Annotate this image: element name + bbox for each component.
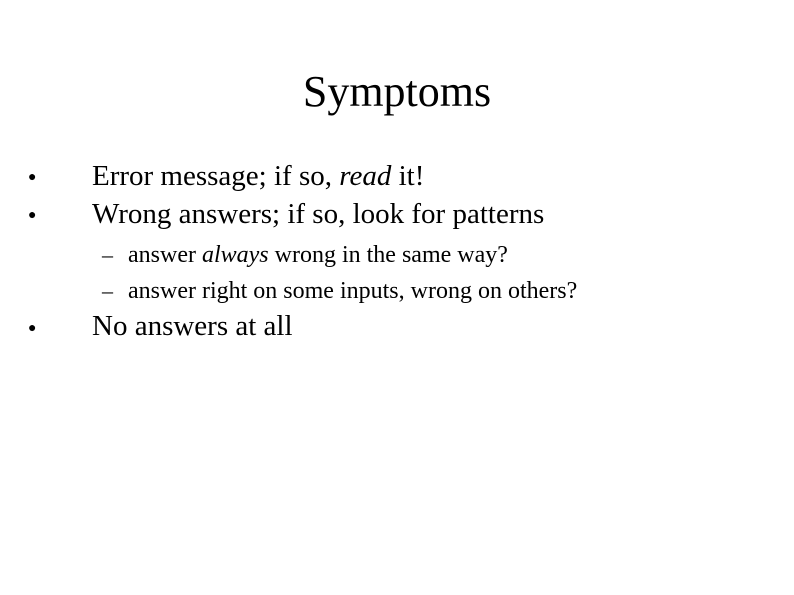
text-segment: No answers at all bbox=[92, 310, 293, 342]
text-segment-italic: read bbox=[339, 160, 392, 192]
text-segment: Error message; if so, bbox=[92, 160, 340, 192]
dash-icon: – bbox=[102, 278, 113, 303]
text-segment: answer bbox=[128, 242, 202, 268]
text-segment: it! bbox=[391, 160, 425, 192]
bullet-text bbox=[92, 308, 293, 344]
sub-bullet-text bbox=[128, 276, 577, 306]
bullet-text bbox=[92, 158, 424, 194]
text-segment-italic: always bbox=[201, 242, 269, 268]
text-segment: wrong in the same way? bbox=[268, 242, 508, 268]
slide-title: Symptoms bbox=[302, 67, 492, 116]
bullet-dot-icon: ● bbox=[28, 170, 37, 185]
bullet-text bbox=[92, 196, 544, 232]
sub-bullet-text bbox=[128, 240, 508, 270]
dash-icon: – bbox=[102, 242, 113, 267]
bullet-dot-icon: ● bbox=[28, 321, 37, 336]
bullet-dot-icon: ● bbox=[28, 208, 37, 223]
text-segment: answer right on some inputs, wrong on others? bbox=[128, 278, 578, 304]
text-segment: Wrong answers; if so, look for patterns bbox=[92, 198, 545, 230]
